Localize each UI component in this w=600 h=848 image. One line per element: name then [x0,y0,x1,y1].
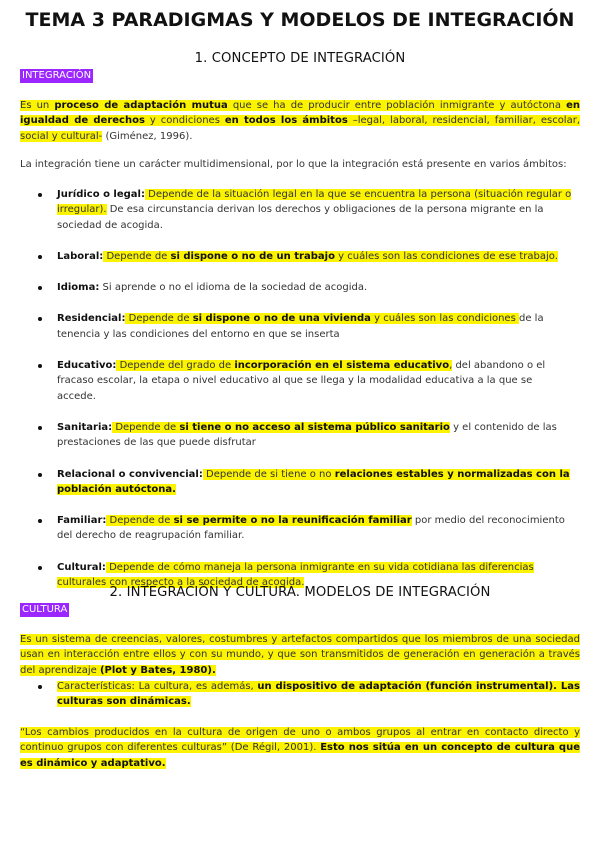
list-item-caracteristicas [0,679,600,710]
list-item-ambito [0,280,600,295]
text-run: del abandono o el fracaso escolar, la etapa o nivel educativo al que se llega y la modalidad educativa a la que se accede. [57,360,546,402]
text-run: un dispositivo de adaptación (función instrumental). Las culturas son dinámicas. [57,681,580,708]
text-run: Depende de [112,421,180,433]
text-run: Residencial: [57,313,126,325]
text-run: si se permite o no la reunificación familiar [173,515,412,527]
text-run: Depende de [103,250,171,262]
list-item-ambito [0,513,600,544]
text-run: Es un [20,100,55,111]
text-run: si tiene o no acceso al sistema público sanitario [179,421,450,433]
text-run: de la tenencia y las condiciones del entorno en que se inserta [57,313,544,340]
list-item-ambito [0,420,600,451]
text-run: en todos los ámbitos [224,115,348,127]
text-run: si dispone o no de una vivienda [192,313,371,325]
text-run: Depende de la situación legal en la que se encuentra la persona (situación regular o irregular). [57,189,572,216]
text-run: “Los cambios producidos en la cultura de origen de uno o ambos grupos al entrar en contacto directo y continuo grupos con diferentes culturas” (De Régil, 2001). [20,727,580,754]
text-run: si dispone o no de un trabajo [170,250,335,262]
tag-integracion: INTEGRACIÓN [22,70,92,81]
intro-paragraph: La integración tiene un carácter multidimensional, por lo que la integración está presente en varios ámbitos: [20,159,567,170]
section-heading-cultura: 2. INTEGRACIÓN Y CULTURA. MODELOS DE INTEGRACIÓN [109,585,491,600]
text-run: Sanitaria: [57,421,113,433]
text-run: Es un sistema de creencias, valores, costumbres y artefactos compartidos que los miembros de una sociedad usan en interacción entre ellos y con su mundo, y que son transmitidos de generación en generación a través del aprendizaje [20,634,580,676]
definition-cultura [20,632,580,678]
text-run: Si aprende o no el idioma de la sociedad de acogida. [99,282,368,294]
section-heading-concepto: 1. CONCEPTO DE INTEGRACIÓN [194,51,406,66]
text-run: Características: La cultura, es además, [57,681,258,692]
tag-cultura: CULTURA [22,604,68,615]
list-item-ambito [0,249,600,264]
text-run: Esto nos sitúa en un concepto de cultura que es dinámico y adaptativo. [20,742,580,769]
text-run: Laboral: [57,250,104,262]
list-item-ambito [0,311,600,342]
text-run: De esa circunstancia derivan los derechos y obligaciones de la persona migrante en la sociedad de acogida. [57,204,544,231]
text-run: Educativo: [57,360,117,372]
text-run: y cuáles son las condiciones [370,313,519,325]
text-run: Depende de si tiene o no [202,468,335,480]
text-run: que se ha de producir entre población inmigrante y autóctona [227,100,567,111]
text-run: –legal, laboral, residencial, familiar, escolar, social y cultural- [20,115,581,142]
text-run: por medio del reconocimiento del derecho de reagrupación familiar. [57,515,565,542]
text-run: relaciones estables y normalizadas con la población autóctona. [57,468,570,495]
text-run: proceso de adaptación mutua [54,100,228,111]
text-run: y condiciones [144,115,225,127]
text-run: Jurídico o legal: [57,189,145,200]
text-run: Relacional o convivencial: [57,468,203,480]
page-title: TEMA 3 PARADIGMAS Y MODELOS DE INTEGRACIÓN [25,9,575,31]
list-item-ambito [0,358,600,404]
definition-integracion [20,98,580,144]
text-run: y cuáles son las condiciones de ese trabajo. [334,250,558,262]
text-run: Depende de [125,313,193,325]
quote-paragraph [20,725,580,771]
text-run: Familiar: [57,515,107,527]
list-item-ambito [0,187,600,233]
text-run: incorporación en el sistema educativo [234,360,450,372]
text-run: , [449,360,453,372]
list-item-ambito [0,467,600,498]
text-run: Depende del grado de [116,360,235,372]
text-run: Depende de cómo maneja la persona inmigrante en su vida cotidiana las diferencias culturales con respecto a la sociedad de acogida. [57,561,534,589]
text-run: Depende de [106,515,174,527]
text-run: Idioma: [57,282,100,294]
text-run: (Giménez, 1996). [102,130,193,142]
text-run: y el contenido de las prestaciones de las que puede disfrutar [57,421,557,449]
ambitos-list [0,187,600,606]
text-run: en igualdad de derechos [20,100,580,127]
text-run: (Plot y Bates, 1980). [99,664,216,676]
text-run: Cultural: [57,561,106,573]
